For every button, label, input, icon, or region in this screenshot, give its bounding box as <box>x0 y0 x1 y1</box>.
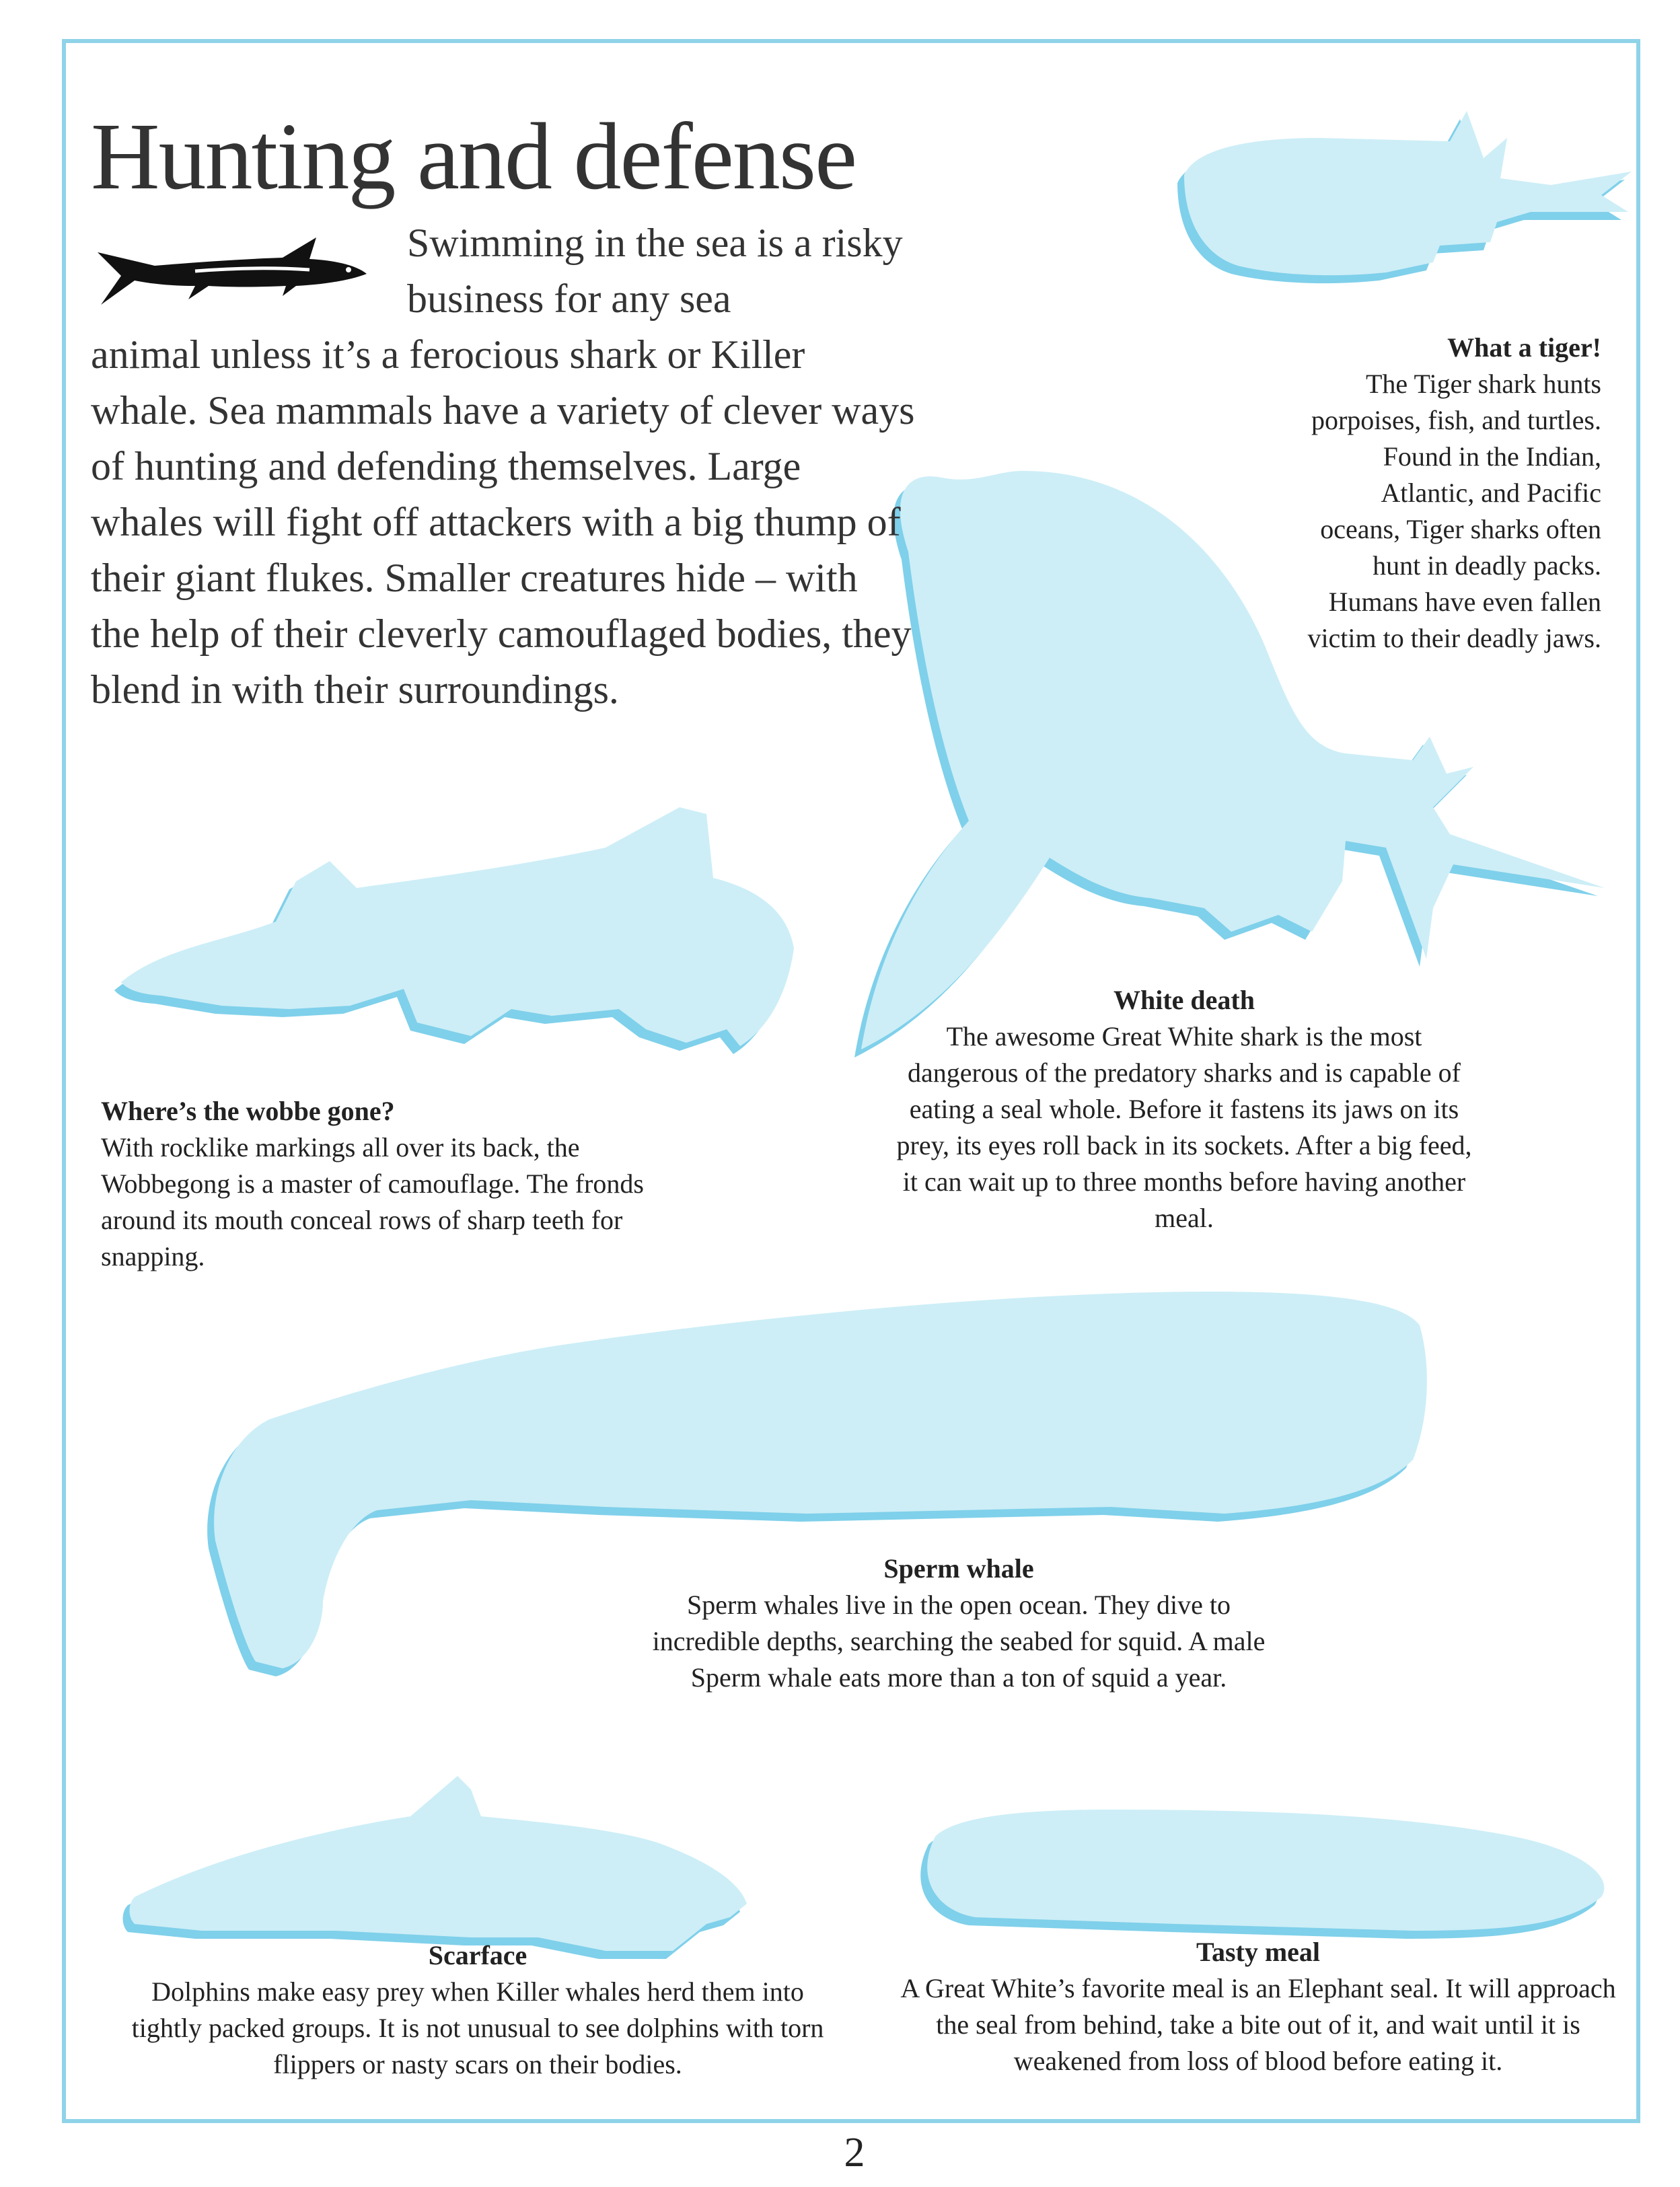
caption-sperm-whale <box>639 1551 1278 1696</box>
caption-body: The awesome Great White shark is the most dangerous of the predatory sharks and is capable of eating a seal whole. Before it fastens its jaws on its prey, its eyes roll back in its sockets. After a big feed, it can wait up to three months before having another meal. <box>896 1021 1472 1233</box>
caption-body: The Tiger shark hunts porpoises, fish, and turtles. Found in the Indian, Atlantic, and Pacific oceans, Tiger sharks often hunt in deadly packs. Humans have even fallen victim to their deadly jaws. <box>1307 369 1601 653</box>
caption-title: Tasty meal <box>1196 1937 1321 1967</box>
caption-title: White death <box>1113 985 1255 1015</box>
elephant-seal-silhouette <box>927 1810 1604 1931</box>
tiger-shark-silhouette <box>1184 111 1632 275</box>
caption-title: Scarface <box>428 1940 527 1970</box>
caption-body: A Great White’s favorite meal is an Elephant seal. It will approach the seal from behind, take a bite out of it, and wait until it is weakened from loss of blood before eating it. <box>900 1973 1616 2076</box>
wobbegong-silhouette <box>121 807 794 1046</box>
caption-body: Dolphins make easy prey when Killer whales herd them into tightly packed groups. It is not unusual to see dolphins with torn flippers or nasty scars on their bodies. <box>131 1976 824 2079</box>
caption-title: Sperm whale <box>883 1553 1034 1584</box>
caption-body: Sperm whales live in the open ocean. They dive to incredible depths, searching the seabed for squid. A male Sperm whale eats more than a ton of squid a year. <box>652 1590 1266 1693</box>
caption-tiger-shark <box>1299 330 1601 657</box>
page-number: 2 <box>844 2130 865 2176</box>
caption-scarface <box>114 1937 841 2083</box>
intro-paragraph <box>91 215 915 718</box>
dolphin-silhouette <box>130 1776 747 1951</box>
page-title: Hunting and defense <box>91 103 856 209</box>
caption-white-death <box>895 982 1473 1236</box>
caption-title: Where’s the wobbe gone? <box>101 1096 395 1126</box>
caption-wobbegong <box>101 1093 666 1275</box>
intro-rest: animal unless it’s a ferocious shark or Killer whale. Sea mammals have a variety of clever ways of hunting and defending themselves. Large whales will fight off attackers with a big thump of their giant flukes. Smaller creatures hide – with the help of their cleverly camouflaged bodies, they blend in with their surroundings. <box>91 332 915 712</box>
intro-first-lines: Swimming in the sea is a risky business for any sea <box>407 221 903 321</box>
caption-tasty-meal <box>881 1934 1635 2079</box>
caption-title: What a tiger! <box>1447 332 1601 363</box>
caption-body: With rocklike markings all over its back, the Wobbegong is a master of camouflage. The fronds around its mouth conceal rows of sharp teeth for snapping. <box>101 1132 644 1271</box>
